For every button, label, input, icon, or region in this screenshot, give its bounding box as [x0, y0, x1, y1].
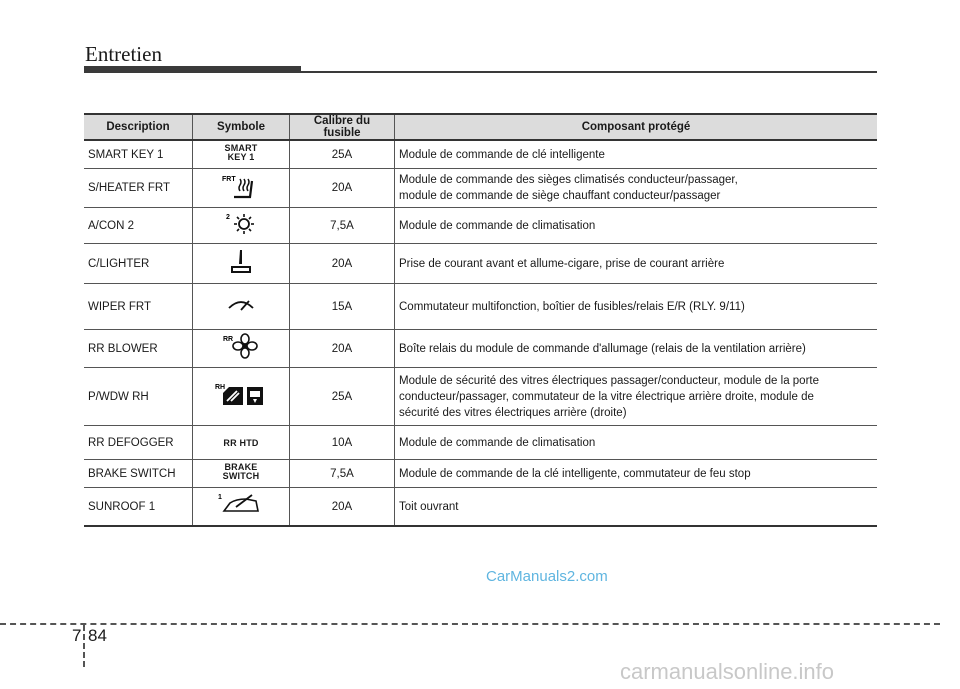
fuse-symbol — [193, 140, 290, 169]
protected-component — [395, 284, 878, 330]
power-window-rh-icon — [213, 381, 269, 412]
component-line: module de commande de siège chauffant conducteur/passager — [399, 190, 721, 202]
fuse-rating: 7,5A — [290, 460, 395, 488]
symbol-text-line: SMART — [224, 143, 258, 153]
table-row — [84, 244, 877, 284]
component-line: Module de commande de la clé intelligente, commutateur de feu stop — [399, 467, 751, 480]
protected-component — [395, 208, 878, 244]
fuse-description: RR BLOWER — [84, 330, 193, 368]
fuse-symbol — [193, 208, 290, 244]
page-number: 84 — [88, 626, 107, 645]
svg-text:RH: RH — [215, 384, 226, 391]
fuse-symbol — [193, 460, 290, 488]
fuse-rating: 20A — [290, 330, 395, 368]
fuse-rating: 20A — [290, 169, 395, 208]
header-component: Composant protégé — [395, 114, 878, 140]
cigar-lighter-icon — [226, 247, 256, 280]
table-row — [84, 169, 877, 208]
symbol-text-line: KEY 1 — [227, 152, 255, 162]
fuse-description: SMART KEY 1 — [84, 140, 193, 169]
footer-divider — [0, 623, 940, 625]
svg-text:2: 2 — [226, 214, 230, 221]
smart-key-text-icon — [225, 144, 258, 162]
protected-component — [395, 330, 878, 368]
component-line: conducteur/passager, commutateur de la vitre électrique arrière droite, module de — [399, 390, 814, 403]
sunroof-icon — [216, 491, 266, 522]
table-row — [84, 426, 877, 460]
air-conditioning-icon — [224, 211, 258, 240]
watermark: CarManuals2.com — [486, 568, 608, 585]
protected-component — [395, 426, 878, 460]
component-line: Toit ouvrant — [399, 500, 459, 513]
symbol-text-line: SWITCH — [222, 471, 260, 481]
fuse-rating: 20A — [290, 244, 395, 284]
svg-text:1: 1 — [218, 494, 222, 501]
fuse-rating: 15A — [290, 284, 395, 330]
component-line: Module de commande de climatisation — [399, 436, 596, 449]
component-line: Prise de courant avant et allume-cigare, prise de courant arrière — [399, 257, 725, 270]
protected-component — [395, 368, 878, 426]
protected-component — [395, 244, 878, 284]
rear-heated-text-icon — [223, 439, 258, 448]
table-row — [84, 284, 877, 330]
header-symbol: Symbole — [193, 114, 290, 140]
table-header-row — [84, 114, 877, 140]
fuse-description: A/CON 2 — [84, 208, 193, 244]
component-line: Module de commande des sièges climatisés conducteur/passager, — [399, 174, 738, 186]
table-row — [84, 368, 877, 426]
fuse-description: SUNROOF 1 — [84, 488, 193, 527]
chapter-number: 7 — [72, 626, 82, 645]
table-row — [84, 460, 877, 488]
component-line: Module de sécurité des vitres électriques passager/conducteur, module de la porte — [399, 374, 819, 387]
table-row — [84, 330, 877, 368]
footer-vertical-divider — [83, 625, 85, 667]
fuse-symbol — [193, 488, 290, 527]
svg-text:FRT: FRT — [222, 175, 236, 183]
fuse-symbol — [193, 244, 290, 284]
rear-blower-fan-icon — [221, 333, 261, 364]
fuse-rating: 25A — [290, 368, 395, 426]
component-line: Commutateur multifonction, boîtier de fusibles/relais E/R (RLY. 9/11) — [399, 300, 745, 313]
symbol-text-line: RR HTD — [223, 437, 259, 448]
seat-heater-front-icon — [220, 173, 262, 204]
fuse-symbol — [193, 169, 290, 208]
table-row — [84, 140, 877, 169]
fuse-description: WIPER FRT — [84, 284, 193, 330]
component-line: sécurité des vitres électriques arrière (droite) — [399, 406, 627, 419]
component-line: Module de commande de climatisation — [399, 219, 596, 232]
fuse-description: C/LIGHTER — [84, 244, 193, 284]
fuse-description: S/HEATER FRT — [84, 169, 193, 208]
fuse-symbol — [193, 330, 290, 368]
fuse-table — [84, 113, 877, 527]
fuse-rating: 25A — [290, 140, 395, 169]
fuse-rating: 10A — [290, 426, 395, 460]
fuse-description: P/WDW RH — [84, 368, 193, 426]
component-line: Boîte relais du module de commande d'allumage (relais de la ventilation arrière) — [399, 342, 806, 355]
fuse-symbol — [193, 368, 290, 426]
front-wiper-icon — [224, 294, 258, 319]
fuse-description: BRAKE SWITCH — [84, 460, 193, 488]
fuse-rating: 7,5A — [290, 208, 395, 244]
fuse-symbol — [193, 426, 290, 460]
fuse-description: RR DEFOGGER — [84, 426, 193, 460]
fuse-symbol — [193, 284, 290, 330]
table-row — [84, 208, 877, 244]
section-title: Entretien — [85, 42, 162, 66]
brake-switch-text-icon — [223, 463, 260, 481]
symbol-text-line: BRAKE — [224, 462, 258, 472]
protected-component — [395, 460, 878, 488]
title-underline-thin — [84, 71, 877, 73]
protected-component — [395, 140, 878, 169]
site-watermark: carmanualsonline.info — [620, 659, 835, 684]
table-row — [84, 488, 877, 527]
header-rating: Calibre du fusible — [290, 114, 395, 140]
protected-component — [395, 169, 878, 208]
protected-component — [395, 488, 878, 527]
fuse-rating: 20A — [290, 488, 395, 527]
component-line: Module de commande de clé intelligente — [399, 148, 605, 161]
svg-text:RR: RR — [223, 336, 234, 343]
header-description: Description — [84, 114, 193, 140]
